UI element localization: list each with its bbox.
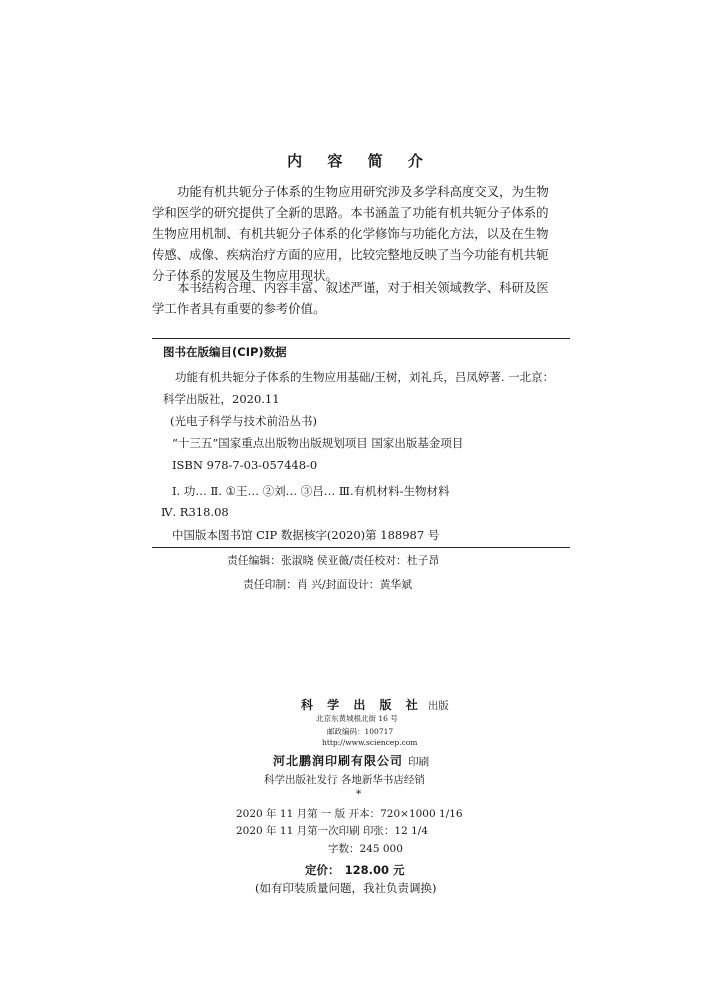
summary-line: 本书结构合理、内容丰富、叙述严谨，对于相关领域教学、科研及医 [177,280,549,295]
cip-line-publisher: 科学出版社，2020.11 [163,392,280,406]
publisher-postcode: 邮政编码：100717 [327,727,394,736]
summary-line: 功能有机共轭分子体系的生物应用研究涉及多学科高度交叉，为生物 [177,184,549,199]
credits-production: 责任印制：肖 兴/封面设计：黄华斌 [243,578,413,591]
summary-line: 分子体系的发展及生物应用现状。 [152,268,338,283]
cip-line-series: (光电子科学与技术前沿丛书) [170,414,317,428]
summary-line: 学工作者具有重要的参考价值。 [152,301,326,316]
price-line [305,859,404,878]
summary-line: 生物应用机制、有机共轭分子体系的化学修饰与功能化方法，以及在生物 [152,226,549,241]
printer-line [273,750,429,769]
summary-paragraph-1 [152,181,570,286]
publisher-line [301,694,449,713]
summary-line: 传感、成像、疾病治疗方面的应用，比较完整地反映了当今功能有机共轭 [152,247,549,262]
publisher-suffix: 出版 [427,700,449,712]
cip-line-classification: Ⅰ. 功… Ⅱ. ①王… ②刘… ③吕… Ⅲ.有机材料-生物材料 [172,484,450,498]
cip-line-number: 中国版本图书馆 CIP 数据核字(2020)第 188987 号 [172,528,440,542]
cip-line-code: Ⅳ. R318.08 [161,505,229,519]
edition-line: 2020 年 11 月第 一 版 开本：720×1000 1/16 [236,808,463,820]
cip-line-title: 功能有机共轭分子体系的生物应用基础/王树，刘礼兵，吕凤婷著. 一北京： [175,370,555,384]
publisher-name: 科 学 出 版 社 [301,698,423,712]
separator-star: * [356,788,362,800]
price-label: 定价： [305,863,340,877]
printer-suffix: 印刷 [408,756,430,768]
quality-notice: (如有印装质量问题，我社负责调换) [255,881,437,895]
divider-bottom [152,547,570,548]
cip-line-isbn: ISBN 978-7-03-057448-0 [172,458,318,472]
cip-heading: 图书在版编目(CIP)数据 [163,345,287,359]
page-title: 内 容 简 介 [287,152,433,170]
summary-paragraph-2 [152,277,570,319]
cip-line-project: “十三五”国家重点出版物出版规划项目 国家出版基金项目 [172,436,464,450]
printing-line: 2020 年 11 月第一次印刷 印张：12 1/4 [236,825,429,837]
printer-name: 河北鹏润印刷有限公司 [273,754,404,768]
divider-top [152,338,570,339]
word-count: 字数：245 000 [328,843,403,855]
credits-editors: 责任编辑：张淑晓 侯亚薇/责任校对：杜子昂 [227,554,440,567]
publisher-website: http://www.sciencep.com [322,738,418,747]
distribution-line: 科学出版社发行 各地新华书店经销 [264,774,425,786]
price-value: 128.00 元 [344,863,405,877]
summary-line: 学和医学的研究提供了全新的思路。本书涵盖了功能有机共轭分子体系的 [152,205,549,220]
publisher-address: 北京东黄城根北街 16 号 [316,714,398,723]
